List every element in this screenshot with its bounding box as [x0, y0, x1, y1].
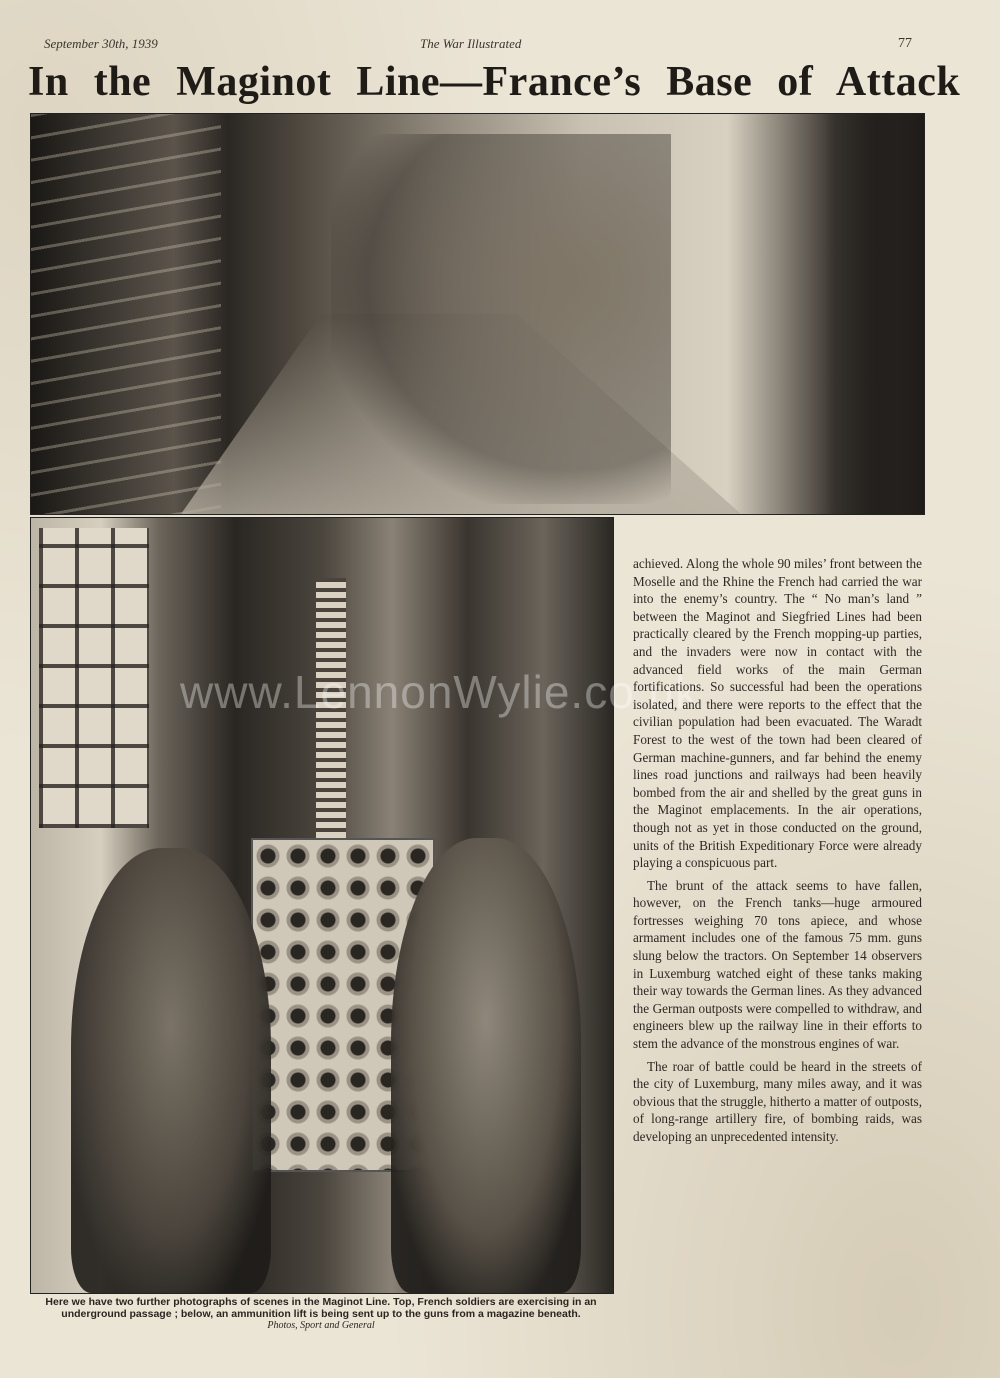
soldier-left [71, 848, 271, 1293]
article-column [633, 555, 922, 1151]
article-paragraph: The brunt of the attack seems to have fallen, however, on the French tanks—huge armoured fortresses weighing 70 tons apiece, and whose armament includes one of the famous 75 mm. guns slung below the tractors. On September 14 observers in Luxemburg watched eight of these tanks making their way towards the German lines. As they advanced the German outposts were compelled to withdraw, and engineers blew up the railway line in their efforts to stem the advance of the monstrous engines of war. [633, 877, 922, 1052]
page-headline: In the Maginot Line—France’s Base of Attack [28, 59, 961, 105]
tunnel-rails [31, 114, 221, 514]
photo-caption [30, 1297, 612, 1332]
watermark: www.LennonWylie.co.uk [180, 666, 700, 718]
grille-window [39, 528, 149, 828]
soldiers-tunnel-photo [30, 113, 925, 515]
caption-text: Here we have two further photographs of scenes in the Maginot Line. Top, French soldiers are exercising in an underground passage ; below, an ammunition lift is being sent up to the guns from a magazine beneath. [45, 1296, 597, 1320]
ammunition-lift-photo [30, 517, 614, 1294]
page-number: 77 [898, 36, 912, 51]
soldier-right [391, 838, 581, 1293]
wall-pipe [824, 114, 914, 514]
photo-credit: Photos, Sport and General [267, 1320, 375, 1331]
issue-date: September 30th, 1939 [44, 36, 158, 51]
publication-title: The War Illustrated [420, 36, 522, 51]
marching-soldiers [331, 134, 671, 504]
article-paragraph: The roar of battle could be heard in the streets of the city of Luxemburg, many miles away, and it was obvious that the struggle, hitherto a matter of outposts, of long-range artillery fire, of bombing raids, was developing an unprecedented intensity. [633, 1058, 922, 1144]
article-paragraph: achieved. Along the whole 90 miles’ front between the Moselle and the Rhine the French had carried the war into the enemy’s country. The “ No man’s land ” between the Maginot and Siegfried Lines had been practically cleared by the French mopping-up parties, and the invaders were now in contact with the advanced field works of the main German fortifications. So successful had been the operations isolated, and there were reports to the effect that the civilian population had been evacuated. The Waradt Forest to the west of the town had been cleared of German machine-gunners, and far behind the enemy lines road junctions and railways had been heavily bombed from the air and shelled by the great guns in the Maginot emplacements. In the air operations, though not as yet in those conducted on the ground, units of the British Expeditionary Force were already playing a conspicuous part. [633, 556, 922, 871]
